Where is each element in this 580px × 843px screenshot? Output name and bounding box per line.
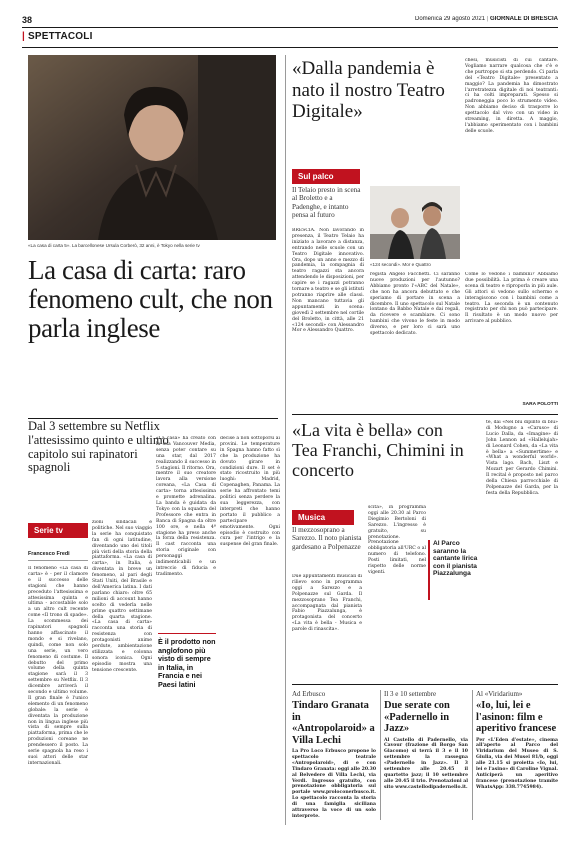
main-col3: «La casa» ha creato con la sua Vancouver Media, senza poter contare su una star, dal 2017 realizzando il successo in 5 stagioni. Il ritorno. Ora, mentre il suo creatore lavora alla versione coreana, «La Casa di carta» torna attesissima e promette adrenalina. La banda è guidata da Tokyo con la squadra del Professore che entra in Banca di Spagna da oltre 100 ore, e nella 4ª stagione ha preso anche la forza della resistenza. Il cast racconta una storia originale con personaggi indimenticabili e un intreccio di fiducia e tradimento. [156,436,216,577]
issue-date: Domenica 29 agosto 2021 [415,16,486,22]
main-headline: La casa di carta: raro fenomeno cult, che non parla inglese [28,256,273,343]
teatro-col3b: Come lo vedono i bambini? Abbiamo due possibilità. La prima è creare una scena di teatro e riproporla in più aule. Gli attori si vedono sullo schermo e interagiscono con i bambini come a teatro. La seconda è un contenuto registrato per chi non può partecipare. Il risultato è un modo nuovo per arrivare al pubblico. [465,272,558,325]
teatro-headline: «Dalla pandemia è nato il nostro Teatro Digitale» [292,58,445,122]
main-col1: Il fenomeno «La casa di carta» è - per il clamore e il successo delle stagioni che hanno preceduto l'attesissima e attesissima quinta e ultima - accostabile solo a un altro cult recente come «Il trono di spade». La scommessa dei rapinatori spagnoli hanno affascinato il mondo e si rivelano, quindi, come non solo una serie, un vero fenomeno di costume. Il debutto del primo volume della quinta stagione sarà il 3 settembre su Netflix. Il 3 dicembre arriverà il secondo e ultimo volume. Il gran finale è l'unico elemento di un fenomeno globale: la serie è diventata la produzione non in lingua inglese più vista di sempre sulla piattaforma, prima che le produzioni coreane ne prendessero il posto. La serie spagnola ha reso i suoi attori delle star internazionali. [28,566,88,766]
teatro-photo-caption: «124 secondi». Mor e Quattro [370,262,431,267]
pull-quote [158,633,216,731]
brief-2 [384,690,468,820]
brief-3-headline: «Io, lui, lei e l'asinon: film e aperitivo francese [476,700,557,734]
vita-side-box [428,540,482,610]
teatro-tag [292,164,360,184]
main-author: Francesco Fredi [28,551,70,557]
brief-1-kicker: Ad Erbusco [292,690,326,698]
teatro-kicker: Il Telaio presto in scena al Broletto e a Padenghe, e intanto pensa al futuro [292,186,361,220]
main-subhead: Dal 3 settembre su Netflix l'attesissimo quinto e ultimo capitolo sui rapinatori spagnoli [28,420,169,475]
brief-2-kicker: Il 3 e 10 settembre [384,690,437,698]
brief-3-text: Per «L'Eden d'estate», cinema all'aperto al Parco del Viridarium del Museo di S. Giulia, via dei Musei 81/b, oggi alle 21.15 si proietta «Io, lui, lei e l'asino» di Caroline Vignal. Anticiperà un aperitivo francese (prenotazione tramite WhatsApp: 338.7745984). [476,737,558,790]
brief-3-kicker: Al «Viridarium» [476,690,523,698]
vita-side-text: Al Parco saranno la cantante lirica con il pianista Piazzalunga [433,540,478,578]
vita-col3: te, dai «Nel blu dipinto di blu» di Modugno a «Caruso» di Lucio Dalla, da «Imagine» di John Lennon ad «Hallelujah» di Leonard Cohen, da «La vita è bella» a «Summertime» e «What a wonderful world». Vista lago. Bach, Liszt e Mozart per Gerardo Chimini. Il recital è proposto nel parco della Chiesa parrocchiale di Polpenazze del Garda, per la festa della Repubblica. [486,420,558,496]
main-col4: decise a non sottoporsi ai provini. Le temperature in Spagna hanno fatto sì che la produzione ha dovuto girare in condizioni dure. Il set è stato ricostruito in più luoghi: Madrid, Copenaghen, Panama. La serie ha affrontato temi politici senza perdere la sua leggerezza, con interpreti che hanno portato il pubblico a partecipare emotivamente. Ogni episodio è costruito con cura per l'intrigo e la suspense del gran finale. [220,436,280,548]
vita-kicker: Il mezzosoprano a Sarezzo. Il noto pianista gardesano a Polpenazze [292,526,362,551]
vita-tag [292,505,354,525]
brief-2-headline: Due serate con «Padernello in Jazz» [384,700,450,734]
vita-col1: Due appuntamenti musicali di rilievo sono in programma oggi a Sarezzo e a Polpenazze sul Garda. Il mezzosoprano Tea Franchi, accompagnata dal pianista Fabio Piazzalunga, è protagonista del concerto «La vita è bella - Musica e parole di rinascita». [292,574,362,633]
brief-1-headline: Tindaro Granata in «Antropolaroid» a Villa Lechi [292,700,375,746]
section-bullet: | [22,31,25,42]
teatro-col1: BRESCIA. Non lavorando in presenza, il Teatro Telaio ha iniziato a lavorare a distanza, entrando nelle scuole con un Teatro Digitale innovativo. Ora, dopo un anno e mezzo di pandemia, la compagnia di teatro ragazzi sta ancora attendendo le disposizioni, per capire se i ragazzi potranno tornare a teatro e se gli istituti potranno riaprire alle classi. Non mancano tuttavia gli appuntamenti in scena: giovedì 2 settembre nel cortile del Broletto, in città, alle 21 «124 secondi» con Alessandro Mor e Alessandro Quattro. [292,228,364,334]
header-date: Domenica 29 agosto 2021 | GIORNALE DI BRESCIA [415,16,558,22]
sul-palco-tag: Sul palco [292,169,360,184]
musica-tag: Musica [292,510,354,525]
teatro-col3: chesi, musicisti di cui cantare. Vogliamo narrare qualcosa che c'è e che purtroppo si sta perdendo. Ci parla del «Teatro Digitale» presentato a maggio? La pandemia ha dimostrato l'arretratezza digitale di noi teatranti: ci ha colti impreparati. Spesso si padroneggia poco lo strumento video. Non abbiamo deciso di trasporre lo spettacolo dal vivo con un video in streaming, in diretta. A maggio, l'abbiamo sperimentato con i bambini delle scuole. [465,58,558,134]
section-label [22,31,93,42]
brief-2-text: Al Castello di Padernello, via Cavour (frazione di Borgo San Giacomo) si terrà il 3 e il 10 settembre la rassegna «Padernello in Jazz». Il 3 settembre alle 20.45 il quartetto jazz; il 10 settembre alle 20.45 il trio. Prenotazioni al sito www.castellodipadernello.it. [384,737,468,790]
page-number: 38 [22,15,33,25]
section-title: SPETTACOLI [27,31,93,42]
teatro-photo [370,186,460,259]
brief-1-text: La Pro Loco Erbusco propone lo spettacolo teatrale «Antropolaroid», di e con Tindaro Granata: oggi alle 20.30 al Belvedere di Villa Lechi, via Verdi. Ingresso gratuito, con prenotazione obbligatoria sul portale www.proloconerbusco.it. Lo spettacolo racconta la storia di una famiglia siciliana attraverso la voce di un solo interprete. [292,749,376,819]
main-photo-caption: «La casa di carta 5». La barcellonese Ursula Corberò, 32 anni, è Tokyo nella serie tv [28,243,200,248]
portrait-image [28,55,276,240]
actors-image [370,186,460,259]
pull-quote-text: È il prodotto non anglofono più visto di sempre in Italia, in Francia e nei Paesi latini [158,637,216,689]
main-tag [28,518,88,538]
serie-tv-tag: Serie tv [28,523,88,538]
main-photo [28,55,276,240]
vita-col2: scita», in programma oggi alle 20.30 al Parco Diegimio Bertoloni di Sarezzo. L'ingresso è gratuito, su prenotazione. Prenotazione obbligatoria all'URC o al numero di telefono. Posti limitati, nel rispetto delle norme vigenti. [368,505,426,575]
vita-headline: «La vita è bella» con Tea Franchi, Chimini in concerto [292,420,464,480]
teatro-author: SARA POLOTTI [522,402,558,407]
teatro-col2: regista Angelo Facchetti. Ci saranno nuove produzioni per l'autunno? Abbiamo pronto l'«ABC del Natale», che non ha ancora debuttato e che speriamo di portare in scena a dicembre. Il uno spettacolo sul Natale lontano da Babbo Natale e dai regali, da ricevere e scambiare. Ci sono bambini che vivono le feste in modo diverso, e per loro ci sarà uno spettacolo dedicato. [370,272,460,337]
newspaper-name: GIORNALE DI BRESCIA [489,16,558,22]
brief-3 [476,690,558,820]
brief-1 [292,690,376,820]
main-col2: zioni sindacali e politiche. Nel suo viaggio la serie ha conquistato fan di ogni latitudine, diventando uno dei titoli più visti della storia della piattaforma. «La casa di carta», in Italia, è diventata in breve un fenomeno, al pari degli Stati Uniti, del Brasile e dell'America latina. I dati parlano chiaro: oltre 65 milioni di account hanno scelto di vederla nelle prime quattro settimane della quarta stagione. «La casa di carta» racconta una storia di resistenza con protagonisti anime perdute, ambientazione stilizzata e colonna sonora iconica. Ogni episodio mostra una tensione crescente. [92,520,152,673]
